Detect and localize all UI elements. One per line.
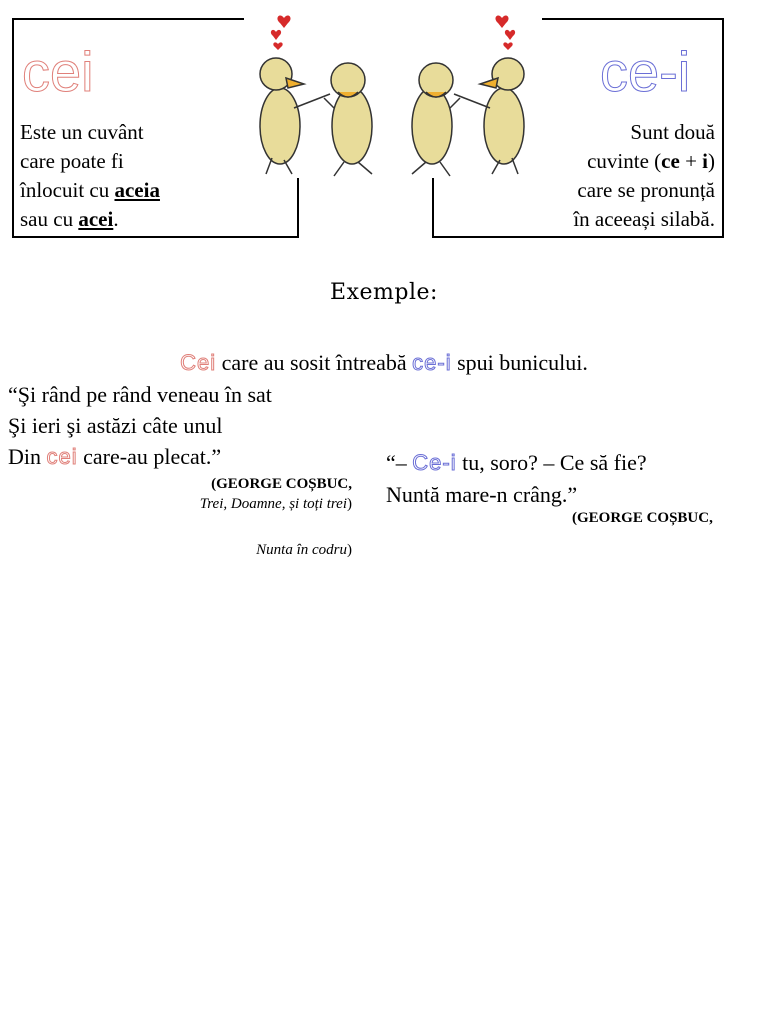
ce-i-def-line-3: care se pronunță — [577, 178, 715, 202]
poem-text-2: care-au plecat.” — [77, 444, 222, 469]
poem-text: Din — [8, 444, 47, 469]
poem-2-source — [256, 542, 352, 559]
poem-2-source-text: Nunta în codru — [256, 542, 347, 558]
poem-2 — [386, 448, 647, 512]
i-bold: i — [702, 149, 708, 173]
close-paren: ) — [708, 149, 715, 173]
cei-def-line-4 — [20, 205, 280, 234]
ce-i-outline-word-poem: Ce-i — [412, 450, 457, 475]
cei-def-line-2: care poate fi — [20, 149, 124, 173]
cei-def-text: înlocuit cu — [20, 178, 115, 202]
cei-definition — [20, 118, 280, 234]
poem-1-title — [200, 496, 352, 513]
duck-1 — [260, 58, 330, 174]
poem-1-line-2: Şi ieri şi astăzi câte unul — [8, 413, 223, 438]
poem-1-line-3 — [8, 442, 272, 473]
poem-text: “– — [386, 450, 413, 475]
cei-def-line-1: Este un cuvânt — [20, 120, 144, 144]
example-text-2: spui bunicului. — [451, 350, 588, 375]
ce-bold: ce — [661, 149, 680, 173]
plus-sign: + — [679, 149, 703, 173]
ce-i-def-line-4: în aceeași silabă. — [573, 207, 715, 231]
poem-1-line-1: “Şi rând pe rând veneau în sat — [8, 382, 272, 407]
hearts-right — [495, 15, 515, 50]
acei-word: acei — [78, 207, 114, 231]
close-paren: ) — [347, 542, 352, 558]
ce-i-def-line-1: Sunt două — [630, 120, 715, 144]
poem-2-author: (GEORGE COȘBUC, — [572, 510, 713, 526]
aceia-word: aceia — [114, 178, 160, 202]
poem-text-2: tu, soro? – Ce să fie? — [456, 450, 647, 475]
ce-i-outline-title: ce-i — [600, 40, 691, 103]
poem-2-line-2: Nuntă mare-n crâng.” — [386, 482, 578, 507]
dancing-ducks-illustration — [242, 8, 542, 180]
poem-1-author: (GEORGE COȘBUC, — [211, 476, 352, 492]
cei-def-line-3 — [20, 176, 280, 205]
duck-2 — [324, 63, 372, 176]
cei-outline-word: Cei — [180, 350, 217, 375]
close-paren: ) — [347, 496, 352, 512]
poem-1 — [8, 380, 272, 473]
ce-i-outline-word: ce-i — [412, 350, 452, 375]
hearts-left — [271, 15, 291, 50]
examples-heading: Exemple: — [330, 280, 438, 305]
duck-4 — [454, 58, 524, 174]
cei-def-text-2: sau cu — [20, 207, 79, 231]
cei-outline-word-poem: cei — [46, 444, 78, 469]
def-text: cuvinte ( — [587, 149, 662, 173]
period: . — [113, 207, 119, 231]
poem-1-title-text: Trei, Doamne, și toți trei — [199, 496, 347, 512]
example-sentence — [0, 348, 768, 378]
duck-3 — [412, 63, 460, 176]
example-text-1: care au sosit întreabă — [216, 350, 413, 375]
cei-outline-title: cei — [22, 40, 94, 103]
poem-2-line-1 — [386, 448, 647, 480]
